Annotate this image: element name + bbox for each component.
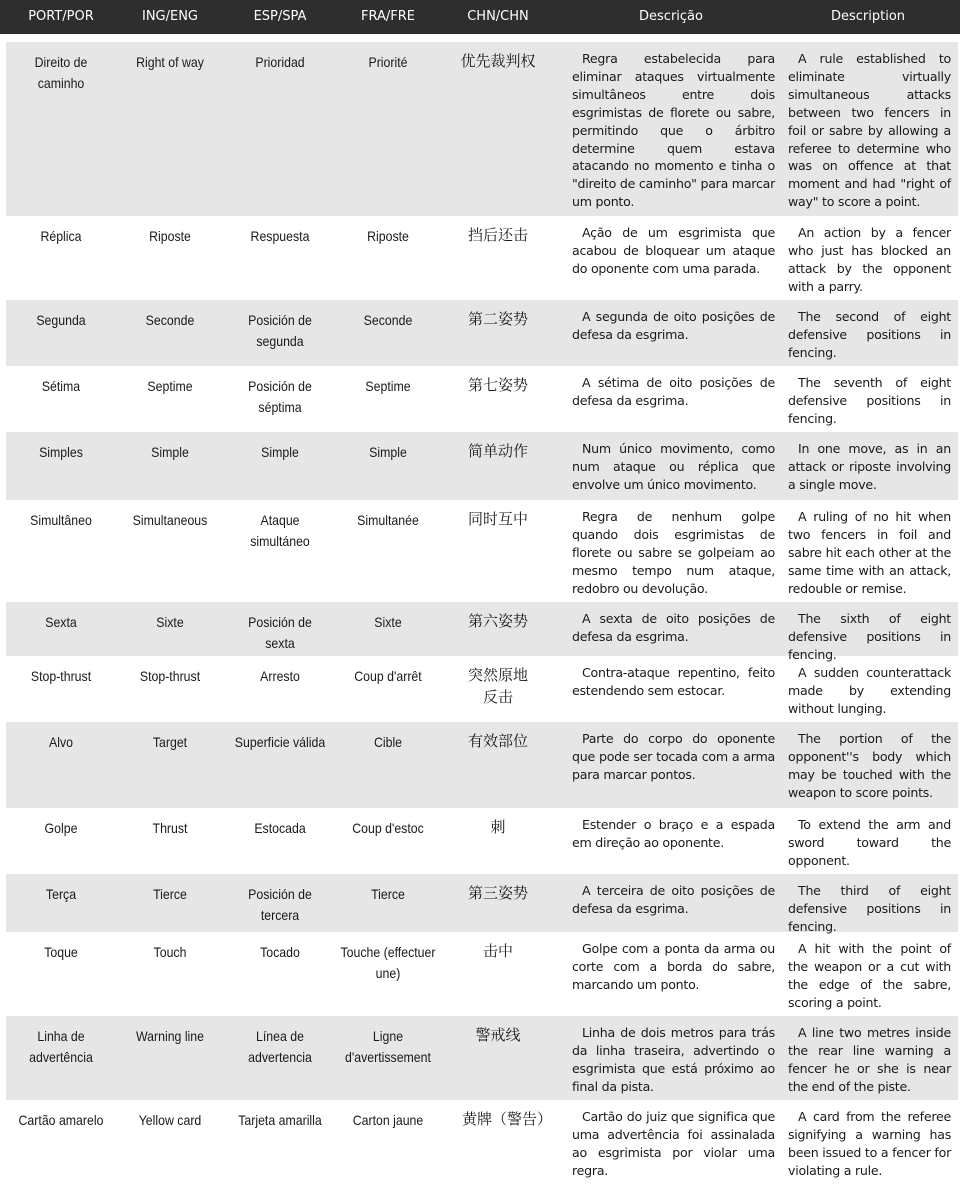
- cell-spa: Simple: [261, 444, 299, 460]
- cell-por: Stop-thrust: [30, 668, 92, 684]
- cell-desc-en: The second of eight defensive positions in fencing.: [788, 309, 951, 360]
- cell-chn: 同时互中: [467, 510, 528, 528]
- cell-por: Cartão amarelo: [18, 1112, 104, 1128]
- cell-chn: 优先裁判权: [460, 52, 536, 70]
- table-row: [6, 42, 958, 216]
- cell-spa: Tarjeta amarilla: [238, 1112, 322, 1128]
- cell-chn: 挡后还击: [467, 226, 528, 244]
- cell-por: Segunda: [36, 312, 86, 328]
- cell-eng: Yellow card: [138, 1112, 202, 1128]
- cell-eng: Sixte: [156, 614, 184, 630]
- cell-desc-en: The seventh of eight defensive positions in fencing.: [788, 375, 951, 426]
- table-row: [6, 874, 958, 932]
- cell-chn: 简单动作: [467, 442, 528, 460]
- cell-fre: Ligne d'avertissement: [345, 1028, 431, 1065]
- table-row: [6, 932, 958, 1016]
- cell-desc-pt: Parte do corpo do oponente que pode ser tocada com a arma para marcar pontos.: [572, 731, 775, 782]
- cell-eng: Thrust: [152, 820, 188, 836]
- header-esp: ESP/SPA: [253, 9, 307, 24]
- cell-eng: Target: [152, 734, 188, 750]
- cell-fre: Touche (effectuer une): [340, 944, 436, 981]
- cell-desc-en: The third of eight defensive positions in fencing.: [788, 883, 951, 934]
- cell-eng: Septime: [147, 378, 193, 394]
- cell-chn: 第三姿势: [467, 884, 528, 902]
- cell-spa: Ataque simultáneo: [250, 512, 310, 549]
- cell-eng: Seconde: [145, 312, 195, 328]
- cell-spa: Prioridad: [255, 54, 305, 70]
- cell-chn: 第二姿势: [467, 310, 528, 328]
- header-chn: CHN/CHN: [467, 9, 529, 24]
- cell-desc-en: The sixth of eight defensive positions in fencing.: [788, 611, 951, 662]
- table-row: [6, 432, 958, 500]
- cell-desc-en: The portion of the opponent''s body which may be touched with the weapon to score points.: [788, 731, 951, 800]
- header-descricao: Descrição: [639, 9, 703, 24]
- cell-fre: Simple: [369, 444, 407, 460]
- cell-spa: Posición de séptima: [248, 378, 312, 415]
- header-fra: FRA/FRE: [361, 9, 415, 24]
- table-row: [6, 500, 958, 602]
- cell-spa: Posición de tercera: [248, 886, 312, 923]
- cell-por: Linha de advertência: [29, 1028, 93, 1065]
- cell-spa: Respuesta: [250, 228, 310, 244]
- cell-por: Alvo: [49, 734, 73, 750]
- cell-desc-pt: Linha de dois metros para trás da linha traseira, advertindo o esgrimista que está próximo ao final da pista.: [572, 1025, 775, 1094]
- cell-por: Golpe: [44, 820, 78, 836]
- cell-chn: 第六姿势: [467, 612, 528, 630]
- header-port: PORT/POR: [28, 9, 94, 24]
- table-row: [6, 722, 958, 808]
- cell-desc-pt: A terceira de oito posições de defesa da esgrima.: [572, 883, 775, 916]
- cell-desc-pt: A sexta de oito posições de defesa da esgrima.: [572, 611, 775, 644]
- table-header: [0, 0, 960, 34]
- cell-desc-en: A ruling of no hit when two fencers in foil and sabre hit each other at the same time with an attack, redouble or remise.: [788, 509, 951, 596]
- cell-eng: Tierce: [153, 886, 187, 902]
- cell-desc-en: A sudden counterattack made by extending without lunging.: [788, 665, 951, 716]
- cell-chn: 击中: [482, 942, 513, 960]
- header-eng: ING/ENG: [141, 9, 199, 24]
- cell-por: Sexta: [45, 614, 77, 630]
- cell-por: Terça: [45, 886, 77, 902]
- cell-spa: Superficie válida: [234, 734, 326, 750]
- cell-desc-en: An action by a fencer who just has blocked an attack by the opponent with a parry.: [788, 225, 951, 294]
- cell-desc-pt: Cartão do juiz que significa que uma advertência foi assinalada ao esgrimista por violar uma regra.: [572, 1109, 775, 1178]
- cell-por: Simples: [39, 444, 83, 460]
- cell-desc-pt: Regra de nenhum golpe quando dois esgrimistas de florete ou sabre se golpeiam ao mesmo tempo num ataque, redobro ou devolução.: [572, 509, 775, 596]
- table-row: [6, 366, 958, 432]
- cell-fre: Cible: [373, 734, 403, 750]
- cell-spa: Posición de sexta: [248, 614, 312, 651]
- cell-chn: 有效部位: [467, 732, 528, 750]
- cell-eng: Right of way: [136, 54, 204, 70]
- cell-chn: 黄牌（警告）: [462, 1110, 553, 1128]
- cell-chn: 刺: [490, 818, 506, 836]
- cell-por: Sétima: [41, 378, 81, 394]
- cell-desc-en: In one move, as in an attack or riposte involving a single move.: [788, 441, 951, 492]
- table-row: [6, 808, 958, 874]
- cell-desc-en: A rule established to eliminate virtually simultaneous attacks between two fencers in foil or sabre by allowing a referee to determine who was on offence at that moment and had "right of way" to score a point.: [788, 51, 951, 210]
- cell-por: Simultâneo: [30, 512, 92, 528]
- cell-eng: Riposte: [149, 228, 191, 244]
- table-row: [6, 602, 958, 662]
- cell-chn: 警戒线: [475, 1026, 521, 1044]
- header-description: Description: [830, 9, 906, 24]
- table-row: [6, 216, 958, 300]
- cell-fre: Coup d'estoc: [352, 820, 424, 836]
- table-row: [6, 656, 958, 722]
- cell-fre: Simultanée: [357, 512, 419, 528]
- cell-spa: Estocada: [254, 820, 306, 836]
- cell-eng: Simple: [151, 444, 189, 460]
- cell-eng: Warning line: [135, 1028, 205, 1044]
- cell-desc-pt: Num único movimento, como num ataque ou réplica que envolve um único movimento.: [572, 441, 775, 492]
- cell-chn: 第七姿势: [467, 376, 528, 394]
- table-row: [6, 1100, 958, 1186]
- cell-spa: Arresto: [260, 668, 300, 684]
- cell-desc-pt: Contra-ataque repentino, feito estendendo sem estocar.: [572, 665, 775, 698]
- cell-desc-pt: A segunda de oito posições de defesa da esgrima.: [572, 309, 775, 342]
- cell-por: Réplica: [40, 228, 82, 244]
- cell-desc-en: A line two metres inside the rear line warning a fencer he or she is near the end of the piste.: [788, 1025, 951, 1094]
- cell-por: Direito de caminho: [34, 54, 88, 91]
- cell-desc-pt: Golpe com a ponta da arma ou corte com a borda do sabre, marcando um ponto.: [572, 941, 775, 992]
- cell-desc-en: To extend the arm and sword toward the opponent.: [788, 817, 951, 868]
- cell-eng: Touch: [153, 944, 187, 960]
- cell-fre: Septime: [365, 378, 411, 394]
- cell-fre: Tierce: [371, 886, 405, 902]
- cell-por: Toque: [44, 944, 78, 960]
- cell-fre: Coup d'arrêt: [354, 668, 422, 684]
- cell-spa: Posición de segunda: [248, 312, 312, 349]
- cell-desc-en: A card from the referee signifying a warning has been issued to a fencer for violating a rule.: [788, 1109, 951, 1178]
- cell-spa: Línea de advertencia: [248, 1028, 312, 1065]
- cell-desc-pt: A sétima de oito posições de defesa da esgrima.: [572, 375, 775, 408]
- cell-fre: Carton jaune: [352, 1112, 424, 1128]
- cell-desc-pt: Ação de um esgrimista que acabou de bloquear um ataque do oponente com uma parada.: [572, 225, 775, 276]
- cell-fre: Riposte: [367, 228, 409, 244]
- table-row: [6, 1016, 958, 1100]
- cell-fre: Sixte: [374, 614, 402, 630]
- cell-chn: 突然原地反击: [467, 666, 528, 706]
- table-row: [6, 300, 958, 366]
- cell-desc-pt: Estender o braço e a espada em direção ao oponente.: [572, 817, 775, 850]
- cell-spa: Tocado: [260, 944, 300, 960]
- cell-fre: Seconde: [363, 312, 413, 328]
- cell-fre: Priorité: [368, 54, 408, 70]
- cell-desc-en: A hit with the point of the weapon or a cut with the edge of the sabre, scoring a point.: [788, 941, 951, 1010]
- cell-desc-pt: Regra estabelecida para eliminar ataques virtualmente simultâneos entre dois esgrimistas de florete ou sabre, permitindo que o árbitro determine quem estava atacando no momento e tinha o "direito de caminho" para marcar um ponto.: [572, 51, 776, 210]
- cell-eng: Stop-thrust: [139, 668, 201, 684]
- cell-eng: Simultaneous: [132, 512, 208, 528]
